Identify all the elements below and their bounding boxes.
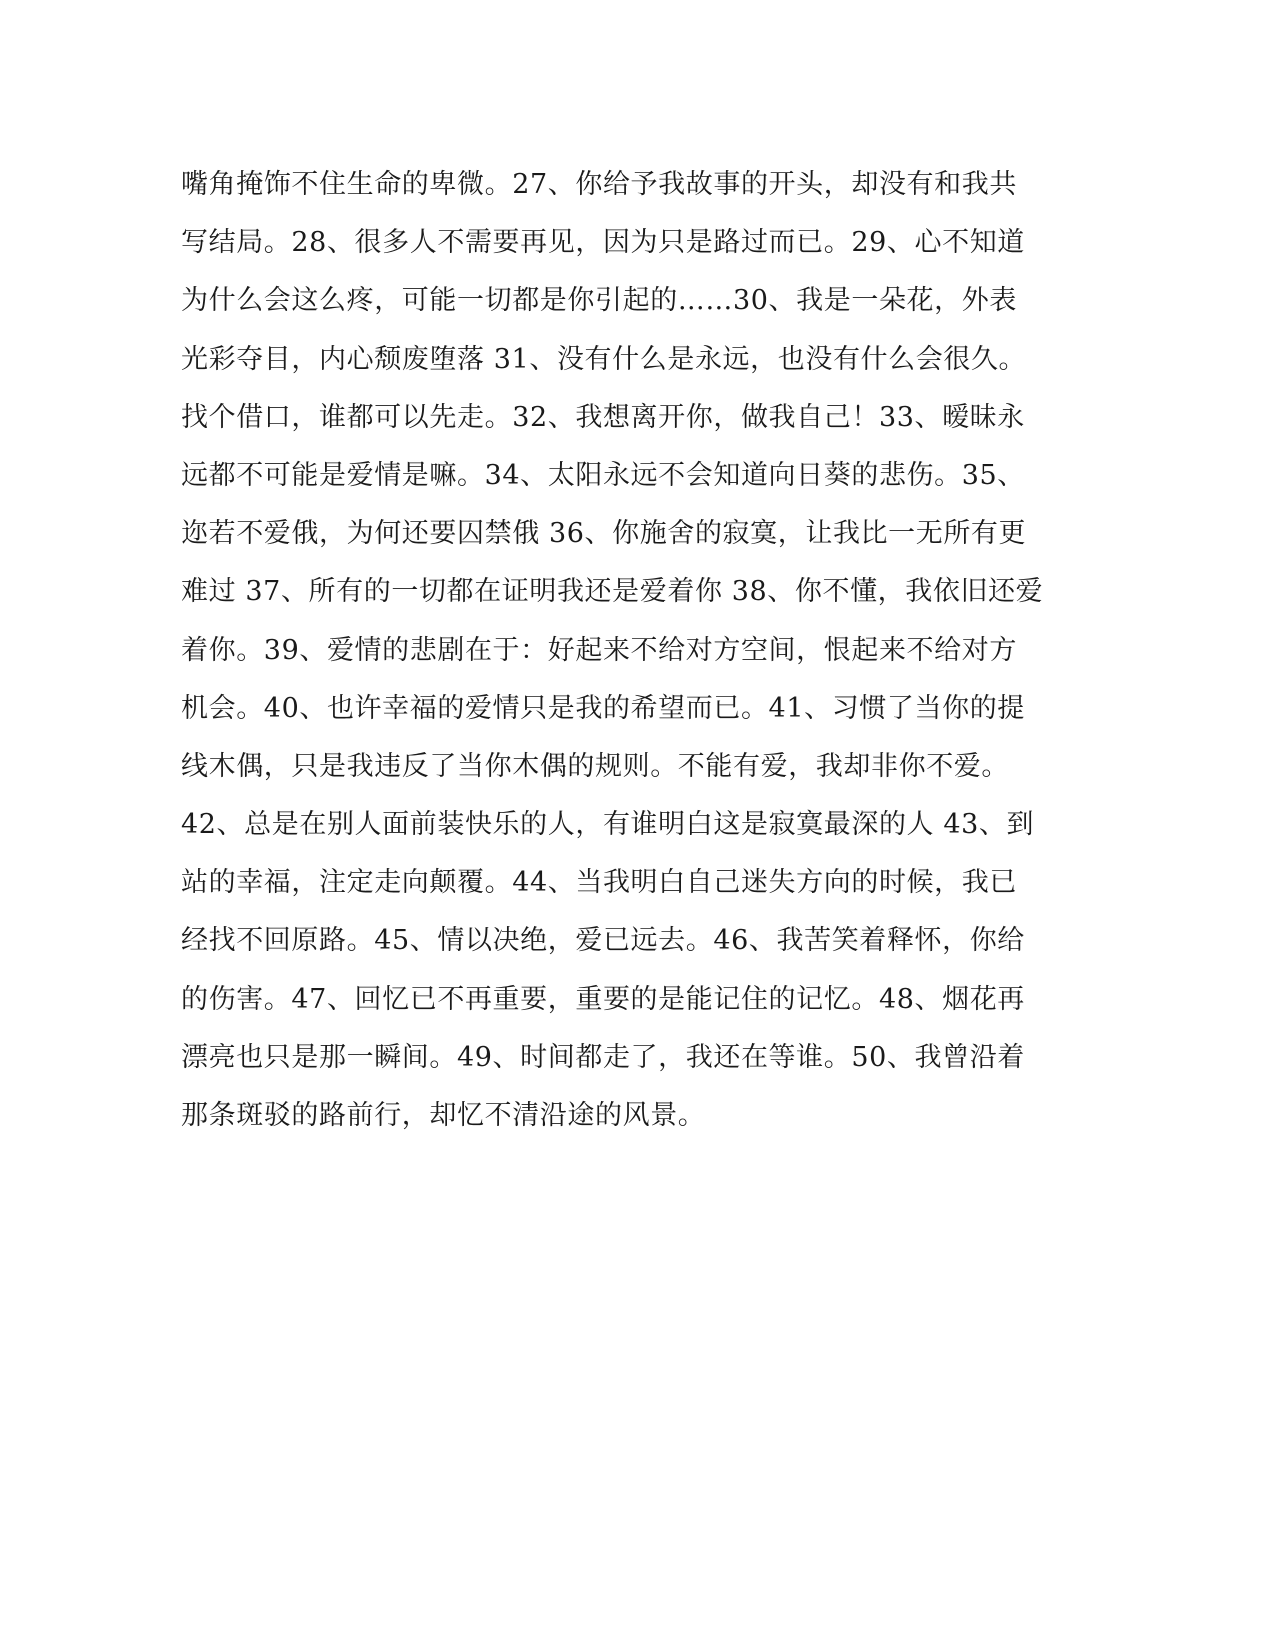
body-text [181,156,1061,1145]
text-line: 嘴角掩饰不住生命的卑微。27、你给予我故事的开头，却没有和我共 [181,169,1017,200]
text-line: 42、总是在别人面前装快乐的人，有谁明白这是寂寞最深的人 43、到 [181,809,1035,841]
text-line: 着你。39、爱情的悲剧在于：好起来不给对方空间，恨起来不给对方 [181,634,1017,666]
text-line: 写结局。28、很多人不需要再见，因为只是路过而已。29、心不知道 [181,227,1025,259]
text-line: 迩若不爱俄，为何还要囚禁俄 36、你施舍的寂寞，让我比一无所有更 [181,518,1027,550]
text-line: 光彩夺目，内心颓废堕落 31、没有什么是永远，也没有什么会很久。 [181,343,1027,375]
text-line: 难过 37、所有的一切都在证明我还是爱着你 38、你不懂，我依旧还爱 [181,576,1044,608]
text-line: 漂亮也只是那一瞬间。49、时间都走了，我还在等谁。50、我曾沿着 [181,1041,1025,1073]
text-line: 站的幸福，注定走向颠覆。44、当我明白自己迷失方向的时候，我已 [181,867,1017,899]
text-line: 线木偶，只是我违反了当你木偶的规则。不能有爱，我却非你不爱。 [181,750,1009,782]
text-line: 机会。40、也许幸福的爱情只是我的希望而已。41、习惯了当你的提 [181,692,1025,724]
text-line: 找个借口，谁都可以先走。32、我想离开你，做我自己！33、暧昧永 [181,401,1025,433]
text-line: 远都不可能是爱情是嘛。34、太阳永远不会知道向日葵的悲伤。35、 [181,459,1025,491]
text-line: 那条斑驳的路前行，却忆不清沿途的风景。 [181,1100,706,1131]
text-line: 经找不回原路。45、情以决绝，爱已远去。46、我苦笑着释怀，你给 [181,925,1025,957]
text-line: 的伤害。47、回忆已不再重要，重要的是能记住的记忆。48、烟花再 [181,983,1025,1015]
text-line: 为什么会这么疼，可能一切都是你引起的……30、我是一朵花，外表 [181,285,1017,317]
